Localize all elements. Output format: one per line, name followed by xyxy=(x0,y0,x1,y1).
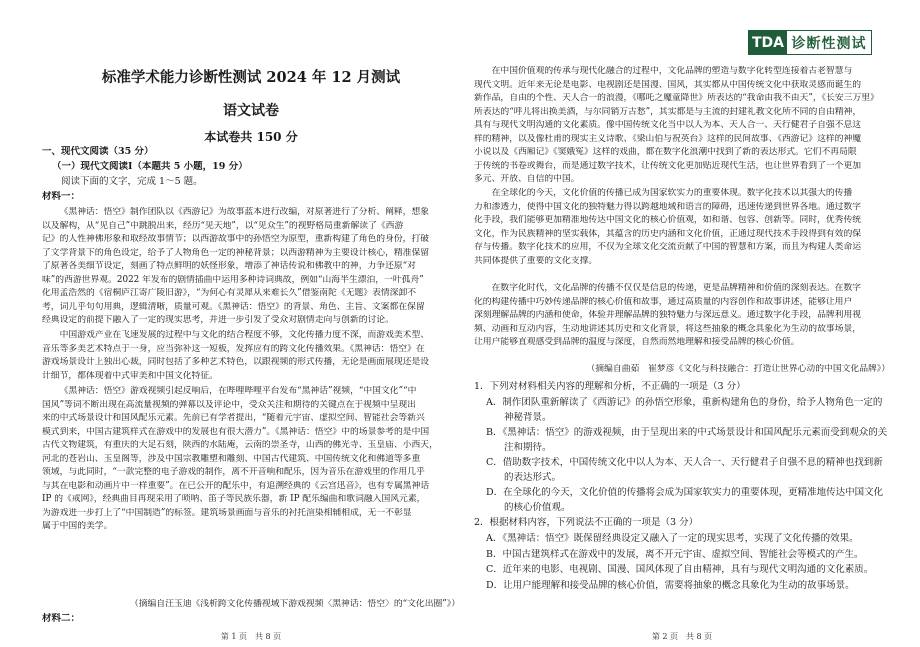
text-line: 小说以及《西厢记》《窦娥冤》这样的戏曲，都在数字化浪潮中找到了新的表达形式。它们不再局限 xyxy=(474,147,857,157)
subsection-heading: （一）现代文阅读Ⅰ（本题共 5 小题，19 分） xyxy=(52,161,248,172)
text-line: 新作品，自由的个性、天人合一的浪漫，《哪吒之魔童降世》所表达的“我命由我不由天”，《长安三万里》 xyxy=(474,93,879,103)
text-line: IP 的《戒网》，经典曲目再现采用了唢呐、笛子等民族乐器，新 IP 配乐编曲和歌词融入国风元素， xyxy=(42,494,426,504)
option-line: B．中国古建筑样式在游戏中的发展，离不开元宇宙、虚拟空间、智能社会等模式的产生。 xyxy=(486,548,864,560)
text-line: 考，词儿乎句句用典，逻辑清晰，质量可观。《黑神话：悟空》的背景、角色、主旨、文案都在保留 xyxy=(42,301,425,312)
text-line: 具有与现代文明沟通的文化素质。像中国传统文化当中以人为本、天人合一、天行健君子自强不息这 xyxy=(474,120,862,130)
option-line: B．《黑神话：悟空》的游戏视频，由于呈现出来的中式场景设计和国风配乐元素而受到观众的关 xyxy=(486,427,888,438)
text-line: 为游戏进一步打上了“中国制造”的标签。建筑场景画面与音乐的衬托渲染相辅相成，无一不彰显 xyxy=(42,507,412,518)
text-line: 共同体提供了重要的文化支撑。 xyxy=(474,255,598,266)
option-line: 注和期待。 xyxy=(504,442,552,453)
text-line: 河北的苍岩山、玉皇阁等，涉及中国宗教雕塑和雕刻、中国古代建筑、中国传统文化和佛道等多重 xyxy=(42,453,421,464)
option-line: A．制作团队重新解读了《西游记》的孙悟空形象，重新构建角色的身份，给予人物角色一定的 xyxy=(486,397,883,408)
page-footer-2: 第 2 页 共 8 页 xyxy=(651,632,713,641)
total-score: 本试卷共 150 分 xyxy=(204,130,298,144)
text-line: 经典设定的前提下融入了一定的现实思考，并进一步引发了受众对剧情走向与创新的讨论。 xyxy=(42,315,394,325)
source-citation-2: （摘编自曲茹 崔梦彦《文化与科技融合：打造让世界心动的中国文化品牌》） xyxy=(586,364,890,374)
badge-label: 诊断性测试 xyxy=(791,35,867,52)
text-line: 现代文明。近年来无论是电影、电视剧还是国漫、国风，其实都从中国传统文化中获取灵感而诞生的 xyxy=(474,79,862,90)
text-line: 游戏场景设计上独出心裁，同时包括了多种艺术特色，以跟视频的形式传播，无论是画面展现还是设 xyxy=(42,357,430,367)
text-line: 计细节，都体现着中式审美和中国文化特征。 xyxy=(42,370,218,381)
option-line: 神秘背景。 xyxy=(504,412,552,423)
text-line: 《黑神话：悟空》制作团队以《西游记》为故事蓝本进行改编，对原著进行了分析、阐释，想象 xyxy=(59,207,430,217)
text-line: 化的构建传播中巧妙传递品牌的核心价值和故事，通过高质量的内容创作和故事讲述，能够让用户 xyxy=(474,296,853,307)
text-line: 样的精神，以及像杜甫的现实主义诗歌、《梁山伯与祝英台》这样的民间故事、《西游记》这样的神魔 xyxy=(474,133,862,144)
text-line: 所表达的“呼儿将出换美酒，与尔同销万古愁”，其实都是与主流的封建礼教文化所不同的自由精神， xyxy=(474,106,862,117)
text-line: 在数字化时代，文化品牌的传播不仅仅是信息的传递，更是品牌精神和价值的深刻表达。在数字 xyxy=(491,283,862,293)
text-line: 在中国价值观的传承与现代化融合的过程中，文化品牌的塑造与数字化转型连接着古老智慧与 xyxy=(491,66,853,76)
badge-logo: TDA xyxy=(749,31,787,54)
text-line: 国风”等词不断出现在高流量视频的弹幕以及评论中，受众关注和期待的关键点在于视频中呈现出 xyxy=(42,399,416,410)
option-line: D．让用户能理解和接受品牌的核心价值，需要将抽象的概念具象化为生动的故事场景。 xyxy=(486,579,855,591)
option-line: 的核心价值观。 xyxy=(504,502,571,513)
text-line: 音乐等多美艺术特点于一身，应当弥补这一短板，发挥应有的跨文化传播效果。《黑神话：悟空》在 xyxy=(42,343,425,354)
text-line: 味”的西游世界观。2022 年发布的剧情插曲中运用多种诗词典故，例如“山海半生漂泊，一叶孤舟” xyxy=(42,274,424,285)
text-line: 了原著各美细节设定，刻画了特点鲜明的妖怪形象，增添了神话传说和佛教中的神，力争还原“对 xyxy=(42,261,416,271)
page-2 xyxy=(474,0,890,647)
text-line: 文化，作为民族精神的坚实载体，其蕴含的历史内涵和文化价值，正通过现代技术手段得到有效的保 xyxy=(474,228,862,239)
text-line: 化手段，我们能够更加精准地传达中国文化的核心价值观，如和谐、包容、创新等。同时，优秀传统 xyxy=(474,215,862,225)
text-line: 领域，与此同时，“一款完整的电子游戏的制作，离不开音响和配乐，因为音乐在游戏里的作用几乎 xyxy=(42,467,425,477)
text-line: 化用孟浩然的《宿桐庐江寄广陵旧游》，“为何心有灵犀从来难长久”借鉴南陀《无题》表情深卸不 xyxy=(42,288,417,298)
text-line: 属于中国的美学。 xyxy=(42,521,113,531)
question-2: 2．根据材料内容，下列说法不正确的一项是（3 分） xyxy=(474,517,699,528)
text-line: 在全球化的今天，文化价值的传播已成为国家软实力的重要体现。数字化技术以其强大的传播 xyxy=(491,188,853,198)
option-line: A．《黑神话：悟空》既保留经典设定又融入了一定的现实思考，实现了文化传播的效果。 xyxy=(486,533,859,544)
text-line: 频、动画和互动内容，生动地讲述其历史和文化背景，将这些抽象的概念具象化为生动的故事场景， xyxy=(474,323,862,334)
text-line: 多元、开放、自信的中国。 xyxy=(474,174,580,184)
option-line: C．近年来的电影、电视剧、国漫、国风体现了自由精神，具有与现代文明沟通的文化素质。 xyxy=(486,564,874,575)
instruction: 阅读下面的文字，完成 1～5 题。 xyxy=(61,176,203,187)
section-heading: 一、现代文阅读（35 分） xyxy=(42,146,154,157)
source-citation-1: （摘编自汪玉迪《浅析跨文化传播视域下游戏视频〈黑神话：悟空〉的“文化出圈”》） xyxy=(129,599,460,609)
text-line: 古代文物建筑，有重庆的大足石刻，陕西的水陆庵，云南的崇圣寺，山西的佛光寺、玉皇庙、小西天， xyxy=(42,440,438,450)
material-2-label: 材料二： xyxy=(42,613,81,624)
subject-title: 语文试卷 xyxy=(223,103,279,119)
text-line: 力和渗透力，使得中国文化的独特魅力得以跨越地域和语言的障碍，迅速传递到世界各地。通过数字 xyxy=(474,201,862,212)
page-footer-1: 第 1 页 共 8 页 xyxy=(220,632,282,641)
text-line: 让用户能够直观感受到品牌的温度与深度，自然而然地理解和接受品牌的核心价值。 xyxy=(474,337,800,347)
text-line: 来的中式场景设计和国风配乐元素。先前已有学者提出，“随着元宇宙、虚拟空间、智能社会等新兴 xyxy=(42,413,425,423)
text-line: 与其在电影和动画片中一样重要”。在已公开的配乐中，有追溯经典的《云宫迅音》，也有专属黑神话 xyxy=(42,480,430,491)
page-1 xyxy=(42,0,460,647)
text-line: 了文学背景下的角色设定，给予了人物角色一定的神秘背景；以西游精神为主要设计核心，精准保留 xyxy=(42,247,430,258)
text-line: 深刻理解品牌的内涵和使命，体验并理解品牌的独特魅力与深远意义。通过数字化手段，品牌利用视 xyxy=(474,310,862,320)
text-line: 记》的人性神佛形象和取经故事情节；以西游故事中的孙悟空为原型，重新构建了角色的身份，打破 xyxy=(42,234,430,244)
question-1: 1．下列对材料相关内容的理解和分析，不正确的一项是（3 分） xyxy=(474,381,746,392)
option-line: C．借助数字技术，中国传统文化中以人为本、天人合一、天行健君子自强不息的精神也找到新 xyxy=(486,457,883,468)
option-line: 的表达形式。 xyxy=(504,472,562,483)
text-line: 模式到来，中国古建筑样式在游戏中的发展也有很大潜力”。《黑神话：悟空》中的场景参考的是中国 xyxy=(42,426,430,437)
material-1-label: 材料一： xyxy=(42,191,81,202)
text-line: 存与传播。数字化技术的应用，不仅为全球文化交流贡献了中国的智慧和方案，而且为构建人类命运 xyxy=(474,242,862,252)
text-line: 《黑神话：悟空》游戏视频引起反响后，在哔哩哔哩平台发布“黑神话”视频，“中国文化”“中 xyxy=(59,386,417,396)
text-line: 以及解构，从“见自己”中跳脱出来，经历“见天地”，以“见众生”的视野格局重新解读了《西游 xyxy=(42,220,404,231)
text-line: 于传统的书卷或舞台，而是通过数字技术，让传统文化更加贴近现代生活，也让世界看到了一个更加 xyxy=(474,160,862,171)
option-line: D．在全球化的今天，文化价值的传播将会成为国家软实力的重要体现，更精准地传达中国文化 xyxy=(486,487,884,498)
text-line: 中国游戏产业在飞速发展的过程中与文化的结合程度不够，文化传播力度不深，而游戏美术型、 xyxy=(59,330,430,340)
exam-title: 标准学术能力诊断性测试 2024 年 12 月测试 xyxy=(101,69,401,86)
